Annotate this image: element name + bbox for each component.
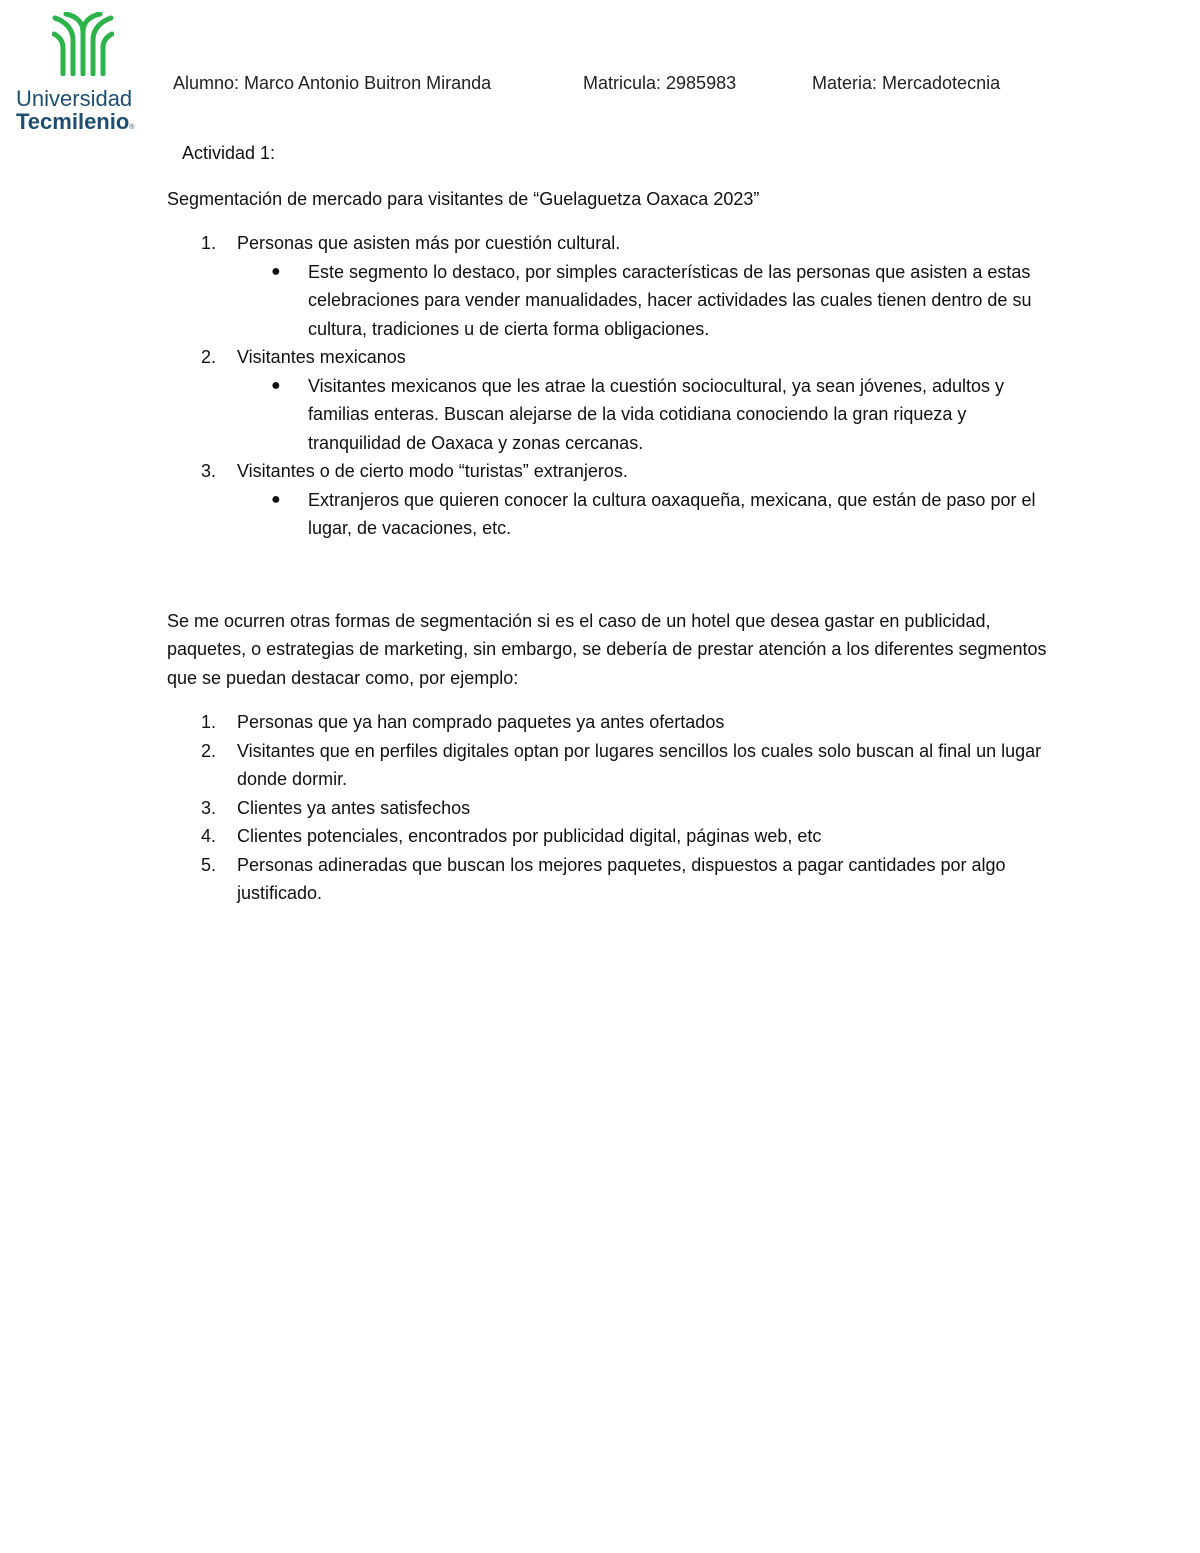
activity-title: Actividad 1:	[182, 143, 276, 163]
hotel-segment-item	[167, 794, 1047, 823]
logo-wordmark-line2	[16, 109, 134, 135]
hotel-paragraph: Se me ocurren otras formas de segmentación si es el caso de un hotel que desea gastar en publicidad, paquetes, o estrategias de marketing, sin embargo, se debería de prestar atención a los diferentes segmentos que se puedan destacar como, por ejemplo:	[167, 610, 1047, 688]
logo-wordmark-line1: Universidad	[16, 86, 133, 111]
segment-detail	[167, 372, 1047, 458]
segment-detail-text: Visitantes mexicanos que les atrae la cuestión sociocultural, ya sean jóvenes, adultos y familias enteras. Buscan alejarse de la vida cotidiana conociendo la gran riqueza y tranquilidad de Oaxaca y zonas cercanas.	[308, 375, 1005, 453]
bullet-icon: ●	[271, 376, 281, 394]
segment-detail-list	[237, 486, 1047, 543]
hotel-segment-text: Personas adineradas que buscan los mejores paquetes, dispuestos a pagar cantidades por algo justificado.	[237, 854, 1006, 903]
segment-item	[167, 229, 1047, 343]
segment-detail-list	[237, 372, 1047, 458]
segment-item	[167, 457, 1047, 543]
segment-number: 1.	[201, 233, 217, 253]
segment-detail-list	[237, 258, 1047, 344]
segment-detail	[167, 486, 1047, 543]
hotel-segment-number: 5.	[201, 854, 217, 875]
hotel-segment-number: 3.	[201, 797, 217, 818]
hotel-segment-number: 2.	[201, 740, 217, 761]
hotel-segment-number: 1.	[201, 712, 217, 732]
hotel-segment-number: 4.	[201, 826, 217, 846]
hotel-segment-text: Clientes ya antes satisfechos	[237, 797, 471, 818]
segment-title: Personas que asisten más por cuestión cultural.	[237, 233, 621, 253]
segment-number: 3.	[201, 461, 217, 481]
document-body	[167, 139, 1047, 908]
segment-item	[167, 343, 1047, 457]
segment-title: Visitantes mexicanos	[237, 347, 406, 367]
trademark-mark: ®	[129, 124, 135, 131]
segment-detail-text: Este segmento lo destaco, por simples características de las personas que asisten a estas celebraciones para vender manualidades, hacer actividades las cuales tienen dentro de su cultura, tradiciones u de cierta forma obligaciones.	[308, 261, 1032, 339]
hotel-segment-list	[167, 708, 1047, 908]
document-subtitle: Segmentación de mercado para visitantes de “Guelaguetza Oaxaca 2023”	[167, 188, 760, 209]
student-name: Alumno: Marco Antonio Buitron Miranda	[173, 73, 492, 93]
segment-detail	[167, 258, 1047, 344]
segment-title: Visitantes o de cierto modo “turistas” extranjeros.	[237, 461, 628, 481]
segment-detail-text: Extranjeros que quieren conocer la cultura oaxaqueña, mexicana, que están de paso por el lugar, de vacaciones, etc.	[308, 489, 1036, 538]
hotel-segment-item	[167, 737, 1047, 794]
student-id: Matricula: 2985983	[583, 73, 737, 93]
university-leaf-icon	[52, 12, 114, 76]
hotel-segment-text: Visitantes que en perfiles digitales optan por lugares sencillos los cuales solo buscan al final un lugar donde dormir.	[237, 740, 1042, 789]
bullet-icon: ●	[271, 262, 281, 280]
hotel-segment-text: Personas que ya han comprado paquetes ya antes ofertados	[237, 712, 725, 732]
segment-list	[167, 229, 1047, 543]
hotel-segment-item	[167, 708, 1047, 737]
course-name: Materia: Mercadotecnia	[812, 73, 1001, 93]
university-logo	[12, 12, 162, 134]
bullet-icon: ●	[271, 490, 281, 508]
hotel-segment-item	[167, 851, 1047, 908]
hotel-segment-item	[167, 822, 1047, 851]
logo-wordmark-tecmilenio: Tecmilenio	[16, 109, 130, 134]
hotel-segment-text: Clientes potenciales, encontrados por publicidad digital, páginas web, etc	[237, 826, 822, 846]
segment-number: 2.	[201, 347, 217, 367]
